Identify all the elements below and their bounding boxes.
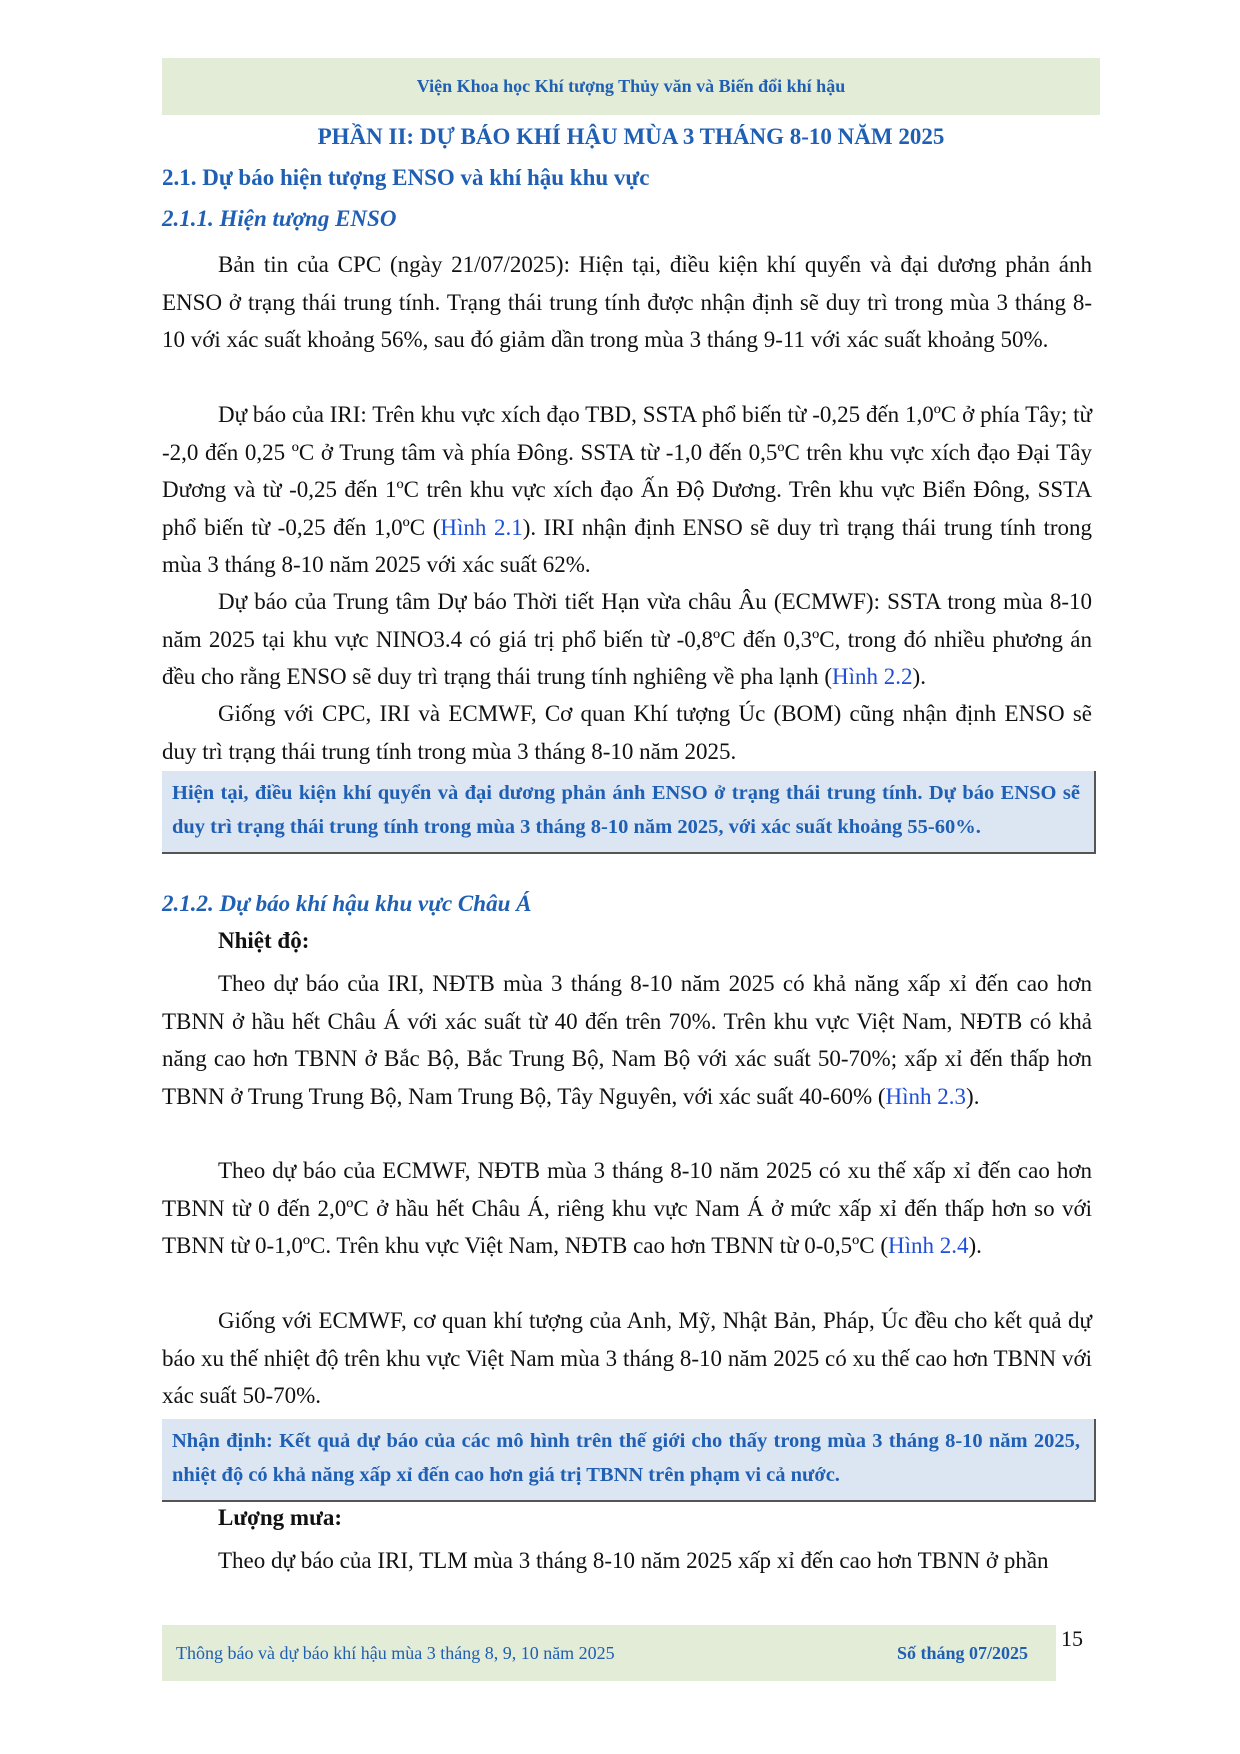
paragraph-ecmwf-text-end: ). (912, 664, 926, 689)
paragraph-ecmwf-text: Dự báo của Trung tâm Dự báo Thời tiết Hạn vừa châu Âu (ECMWF): SSTA trong mùa 8-10 năm 2025 tại khu vực NINO3.4 có giá trị phổ biến từ -0,8ºC đến 0,3ºC, trong đó nhiều phương án đều cho rằng ENSO sẽ duy trì trạng thái trung tính nghiêng về pha lạnh ( (162, 589, 1092, 689)
paragraph-temperature-ecmwf-text: Theo dự báo của ECMWF, NĐTB mùa 3 tháng 8-10 năm 2025 có xu thế xấp xỉ đến cao hơn TBNN từ 0 đến 2,0ºC ở hầu hết Châu Á, riêng khu vực Nam Á ở mức xấp xỉ đến thấp hơn so với TBNN từ 0-1,0ºC. Trên khu vực Việt Nam, NĐTB cao hơn TBNN từ 0-0,5ºC ( (162, 1158, 1092, 1258)
paragraph-temperature-iri (162, 965, 1092, 1115)
paragraph-ecmwf (162, 583, 1092, 696)
section-2-1-2-heading: 2.1.2. Dự báo khí hậu khu vực Châu Á (162, 891, 532, 916)
running-footer (162, 1625, 1056, 1681)
paragraph-temperature-ecmwf-text-end: ). (968, 1233, 982, 1258)
paragraph-iri (162, 396, 1092, 584)
temperature-summary-box: Nhận định: Kết quả dự báo của các mô hình trên thế giới cho thấy trong mùa 3 tháng 8-10 năm 2025, nhiệt độ có khả năng xấp xỉ đến cao hơn giá trị TBNN trên phạm vi cả nước. (162, 1419, 1096, 1502)
part-title: PHẦN II: DỰ BÁO KHÍ HẬU MÙA 3 THÁNG 8-10 NĂM 2025 (317, 124, 945, 149)
footer-issue-number: Số tháng 07/2025 (896, 1643, 1028, 1663)
paragraph-iri-text-end: ). IRI nhận định ENSO sẽ duy trì trạng thái trung tính trong mùa 3 tháng 8-10 năm 2025 với xác suất 62%. (162, 514, 1092, 577)
paragraph-temperature-others: Giống với ECMWF, cơ quan khí tượng của Anh, Mỹ, Nhật Bản, Pháp, Úc đều cho kết quả dự báo xu thế nhiệt độ trên khu vực Việt Nam mùa 3 tháng 8-10 năm 2025 có xu thế cao hơn TBNN với xác suất 50-70%. (162, 1308, 1092, 1408)
running-header (162, 58, 1100, 115)
rainfall-heading: Lượng mưa: (218, 1505, 343, 1530)
section-2-1-1-heading: 2.1.1. Hiện tượng ENSO (162, 206, 397, 231)
footer-publication-title: Thông báo và dự báo khí hậu mùa 3 tháng 8, 9, 10 năm 2025 (176, 1643, 615, 1663)
paragraph-temperature-iri-text: Theo dự báo của IRI, NĐTB mùa 3 tháng 8-10 năm 2025 có khả năng xấp xỉ đến cao hơn TBNN ở hầu hết Châu Á với xác suất từ 40 đến trên 70%. Trên khu vực Việt Nam, NĐTB có khả năng cao hơn TBNN ở Bắc Bộ, Bắc Trung Bộ, Nam Bộ với xác suất 50-70%; xấp xỉ đến thấp hơn TBNN ở Trung Trung Bộ, Nam Trung Bộ, Tây Nguyên, với xác suất 40-60% ( (162, 971, 1092, 1109)
figure-2-1-link[interactable]: Hình 2.1 (440, 514, 523, 540)
paragraph-cpc: Bản tin của CPC (ngày 21/07/2025): Hiện tại, điều kiện khí quyển và đại dương phản ánh ENSO ở trạng thái trung tính. Trạng thái trung tính được nhận định sẽ duy trì trong mùa 3 tháng 8-10 với xác suất khoảng 56%, sau đó giảm dần trong mùa 3 tháng 9-11 với xác suất khoảng 50%. (162, 252, 1092, 352)
figure-2-2-link[interactable]: Hình 2.2 (832, 664, 913, 689)
page-number: 15 (1061, 1626, 1083, 1651)
paragraph-temperature-ecmwf (162, 1152, 1092, 1265)
temperature-heading: Nhiệt độ: (218, 928, 310, 953)
institute-name: Viện Khoa học Khí tượng Thủy văn và Biến đổi khí hậu (416, 76, 846, 96)
figure-2-4-link[interactable]: Hình 2.4 (888, 1233, 969, 1258)
paragraph-temperature-iri-text-end: ). (966, 1083, 980, 1109)
section-2-1-heading: 2.1. Dự báo hiện tượng ENSO và khí hậu khu vực (162, 165, 650, 190)
figure-2-3-link[interactable]: Hình 2.3 (885, 1083, 967, 1109)
paragraph-iri-text: Dự báo của IRI: Trên khu vực xích đạo TBD, SSTA phổ biến từ -0,25 đến 1,0ºC ở phía Tây; từ -2,0 đến 0,25 ºC ở Trung tâm và phía Đông. SSTA từ -1,0 đến 0,5ºC trên khu vực xích đạo Đại Tây Dương và từ -0,25 đến 1ºC trên khu vực xích đạo Ấn Độ Dương. Trên khu vực Biển Đông, SSTA phổ biến từ -0,25 đến 1,0ºC ( (162, 402, 1092, 540)
paragraph-bom: Giống với CPC, IRI và ECMWF, Cơ quan Khí tượng Úc (BOM) cũng nhận định ENSO sẽ duy trì trạng thái trung tính trong mùa 3 tháng 8-10 năm 2025. (162, 701, 1092, 764)
paragraph-rainfall: Theo dự báo của IRI, TLM mùa 3 tháng 8-10 năm 2025 xấp xỉ đến cao hơn TBNN ở phần (218, 1548, 1049, 1573)
enso-summary-box: Hiện tại, điều kiện khí quyển và đại dương phản ánh ENSO ở trạng thái trung tính. Dự báo ENSO sẽ duy trì trạng thái trung tính trong mùa 3 tháng 8-10 năm 2025, với xác suất khoảng 55-60%. (162, 771, 1096, 854)
